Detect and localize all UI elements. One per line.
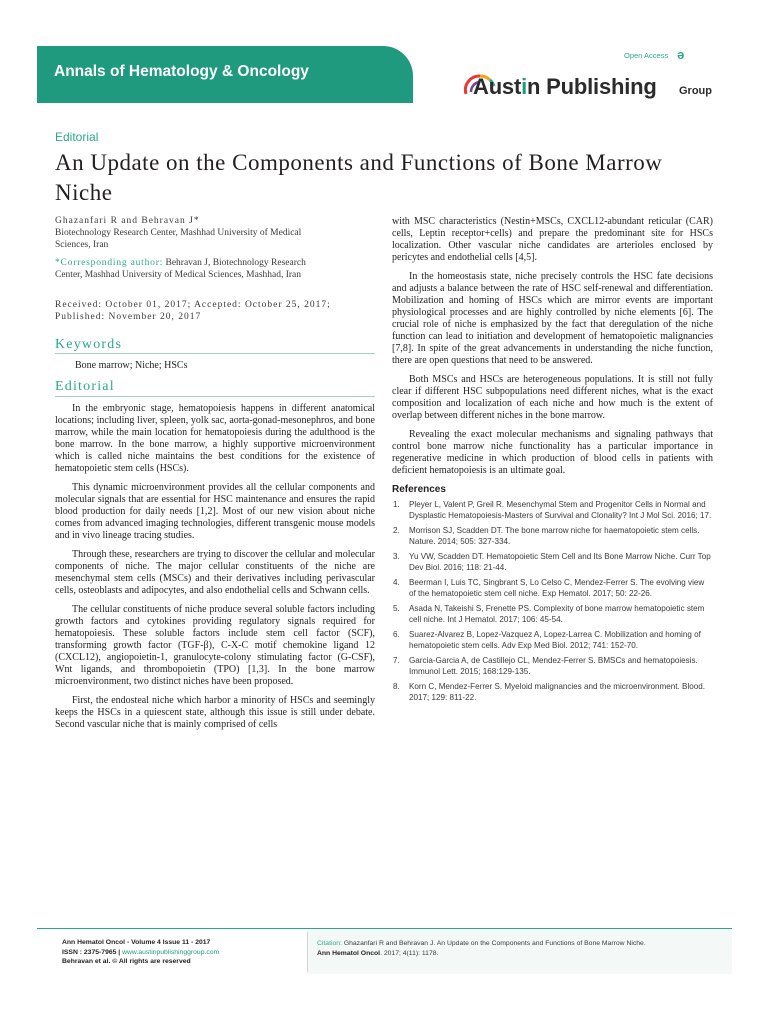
reference-item: 2. Morrison SJ, Scadden DT. The bone marrow niche for haematopoietic stem cells. Nature. 2014; 505: 327-334. xyxy=(393,526,700,546)
paragraph: The cellular constituents of niche produce several soluble factors including growth factors and cytokines providing regulatory signals required for hematopoiesis. These soluble factors include stem cell factor (SCF), transforming growth factor (TGF-β), C-X-C motif chemokine ligand 12 (CXCL12), angiopoietin-1, granulocyte-colony stimulating factor (G-CSF), Wnt ligands, and thrombopoietin (TPO) [1,3]. In the bone marrow microenvironment, two distinct niches have been proposed. xyxy=(55,604,375,687)
paragraph: with MSC characteristics (Nestin+MSCs, CXCL12-abundant reticular (CAR) cells, Leptin receptor+cells) and prepare the predominant site for HSCs localization. Other vascular niche candidates are arterioles enclosed by pericytes and endothelial cells [4,5]. xyxy=(392,216,713,263)
divider xyxy=(55,396,375,397)
corresponding-label: *Corresponding author: xyxy=(55,258,164,268)
footer-rights: Behravan et al. © All rights are reserved xyxy=(62,958,191,965)
reference-item: 8. Korn C, Mendez-Ferrer S. Myeloid malignancies and the microenvironment. Blood. 2017; 129: 811-22. xyxy=(393,682,706,702)
paragraph: This dynamic microenvironment provides all the cellular components and molecular signals that are essential for HSC maintenance and ensures the rapid blood production for daily needs [1,2]. Most of our new vision about niche comes from advanced imaging technologies, different transgenic mouse models and in vivo lineage tracing studies. xyxy=(55,482,375,541)
authors: Ghazanfari R and Behravan J* xyxy=(55,216,200,226)
keywords: Bone marrow; Niche; HSCs xyxy=(75,360,188,371)
citation-label: Citation: xyxy=(317,940,342,947)
paragraph: Through these, researchers are trying to discover the cellular and molecular components of niche. The major cellular constituents of the niche are mesenchymal stem cells (MSCs) and their derivatives including perivascular cells, osteoblasts and adipocytes, and also endothelial cells and Schwann cells. xyxy=(55,549,375,596)
citation-journal: Ann Hematol Oncol xyxy=(317,949,381,957)
body-right-column xyxy=(392,216,713,708)
body-left-column xyxy=(55,403,375,738)
reference-item: 7. Garcia-Garcia A, de Castillejo CL, Mendez-Ferrer S. BMSCs and hematopoiesis. Immunol Lett. 2015; 168:129-135. xyxy=(393,656,698,676)
article-dates: Received: October 01, 2017; Accepted: October 25, 2017; Published: November 20, 2017 xyxy=(55,300,331,322)
paragraph: First, the endosteal niche which harbor a minority of HSCs and seemingly keeps the HSCs in a quiescent state, although this issue is still under debate. Second vascular niche that is mainly comprised of cells xyxy=(55,695,375,730)
footer-journal-info xyxy=(62,938,219,967)
paragraph: In the homeostasis state, niche precisely controls the HSC fate decisions and adjusts a balance between the rate of HSC self-renewal and differentiation. Mobilization and homing of HSCs which are mirror events are important physiological processes and are highly controlled by niche elements [6]. The crucial role of niche is emphasized by the fact that deregulation of the niche function can lead to initiation and development of hematopoietic malignancies [7,8]. In spite of the great advancements in understanding the niche function, there are open questions that need to be answered. xyxy=(392,271,713,366)
editorial-heading: Editorial xyxy=(55,379,115,394)
reference-item: 5. Asada N, Takeishi S, Frenette PS. Complexity of bone marrow hematopoietic stem cell niche. Int J Hematol. 2017; 106: 45-54. xyxy=(393,604,705,624)
references-heading: References xyxy=(392,484,446,495)
paragraph: Both MSCs and HSCs are heterogeneous populations. It is still not fully clear if different HSC subpopulations need different niches, what is the exact composition and localization of each niche and how much is the extent of overlap between different niches in the bone marrow. xyxy=(392,374,713,421)
divider xyxy=(55,353,375,354)
reference-item: 4. Beerman I, Luis TC, Singbrant S, Lo Celso C, Mendez-Ferrer S. The evolving view of the hematopoietic stem cell niche. Exp Hematol. 2017; 50: 22-26. xyxy=(393,578,705,598)
publisher-logo-group: Group xyxy=(679,85,712,97)
open-access-label[interactable]: Open Access xyxy=(624,51,669,60)
reference-item: 6. Suarez-Alvarez B, Lopez-Vazquez A, Lopez-Larrea C. Mobilization and homing of hematopoietic stem cells. Adv Exp Med Biol. 2012; 741: 152-70. xyxy=(393,630,701,650)
citation-text: Citation: Ghazanfari R and Behravan J. An Update on the Components and Functions of Bone Marrow Niche. Ann Hematol Oncol. 2017; 4(11): 1178. xyxy=(317,940,646,957)
article-type: Editorial xyxy=(55,130,99,144)
keywords-heading: Keywords xyxy=(55,337,123,352)
affiliation: Biotechnology Research Center, Mashhad University of Medical Sciences, Iran xyxy=(55,228,302,250)
paragraph: Revealing the exact molecular mechanisms and signaling pathways that control bone marrow niche functionality has a particular importance in regenerative medicine in which production of blood cells in patients with deficient hematopoiesis is an ultimate goal. xyxy=(392,429,713,476)
corresponding-author xyxy=(55,258,335,281)
footer-url-link[interactable]: www.austinpublishinggroup.com xyxy=(122,948,220,956)
footer-volume: Ann Hematol Oncol - Volume 4 Issue 11 - 2017 xyxy=(62,939,211,946)
references-list xyxy=(392,500,713,703)
article-title: An Update on the Components and Functions of Bone Marrow Niche xyxy=(55,150,663,205)
paragraph: In the embryonic stage, hematopoiesis happens in different anatomical locations; including liver, spleen, yolk sac, aorta-gonad-mesonephros, and bone marrow, while the main location for hematopoiesis during the adulthood is the bone marrow. In the bone marrow, a highly supportive microenvironment which is called niche maintains the best conditions for the existence of hematopoietic stem cells (HSCs). xyxy=(55,403,375,474)
reference-item: 3. Yu VW, Scadden DT. Hematopoietic Stem Cell and Its Bone Marrow Niche. Curr Top Dev Biol. 2016; 118: 21-44. xyxy=(393,552,711,572)
journal-name: Annals of Hematology & Oncology xyxy=(54,63,309,80)
corresponding-text: Behravan J, Biotechnology Research Center, Mashhad University of Medical Sciences, Mashhad, Iran xyxy=(55,258,306,280)
divider xyxy=(307,932,308,972)
publisher-logo[interactable]: Austin Publishing xyxy=(473,74,657,99)
footer-issn-line: ISSN : 2375-7965 | www.austinpublishinggroup.com xyxy=(62,948,220,956)
open-access-lock-icon: ə xyxy=(677,47,685,62)
reference-item: 1. Pleyer L, Valent P, Greil R. Mesenchymal Stem and Progenitor Cells in Normal and Dysplastic Hematopoiesis-Masters of Survival and Clonality? Int J Mol Sci. 2016; 17. xyxy=(393,500,712,520)
